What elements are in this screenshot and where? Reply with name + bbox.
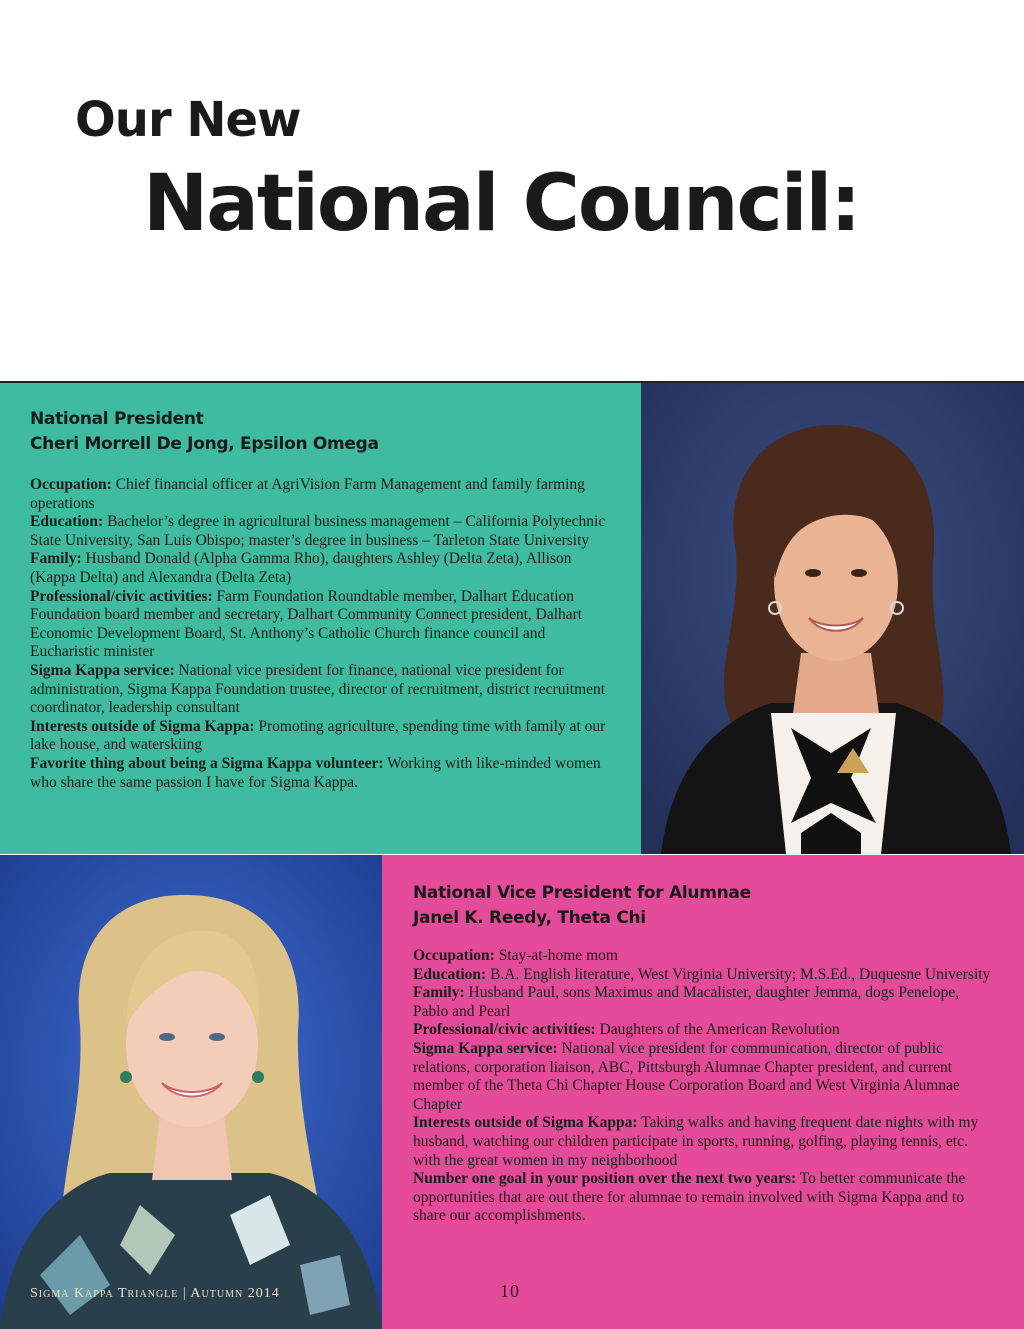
publication-footer: Sigma Kappa Triangle | Autumn 2014 xyxy=(30,1286,280,1301)
president-role: National President xyxy=(30,409,204,429)
detail-item xyxy=(30,476,610,513)
president-photo xyxy=(641,383,1024,854)
detail-text: Stay-at-home mom xyxy=(494,947,618,964)
detail-label: Favorite thing about being a Sigma Kappa volunteer: xyxy=(30,754,384,772)
detail-text: Taking walks and having frequent date nights with my husband, watching our children participate in sports, running, golfing, playing tennis, etc. with the great women in my neighborhood xyxy=(413,1114,979,1169)
detail-item xyxy=(30,513,610,550)
title-line-2: National Council: xyxy=(143,159,860,249)
detail-item xyxy=(413,1170,996,1226)
detail-text: B.A. English literature, West Virginia University; M.S.Ed., Duquesne University xyxy=(486,965,991,983)
title-line-1: Our New xyxy=(75,92,301,148)
vp-alumnae-photo xyxy=(0,855,382,1329)
detail-text: To better communicate the opportunities that are out there for alumnae to remain involved with Sigma Kappa and to share our accomplishments. xyxy=(413,1170,966,1225)
vp-alumnae-heading xyxy=(413,881,751,931)
detail-label: Occupation: xyxy=(30,476,112,493)
portrait-illustration-2 xyxy=(0,855,382,1329)
detail-item xyxy=(30,718,610,755)
detail-label: Professional/civic activities: xyxy=(413,1021,596,1039)
detail-label: Sigma Kappa service: xyxy=(30,661,175,679)
detail-item xyxy=(30,755,610,792)
detail-text: National vice president for finance, national vice president for administration, Sigma Kappa Foundation trustee, director of recruitment, district recruitment coordinator, leadership consultant xyxy=(30,661,606,717)
detail-text: Husband Donald (Alpha Gamma Rho), daughters Ashley (Delta Zeta), Allison (Kappa Delta) and Alexandra (Delta Zeta) xyxy=(30,550,572,586)
detail-item xyxy=(413,984,996,1021)
detail-text: Bachelor’s degree in agricultural business management – California Polytechnic State University, San Luis Obispo; master’s degree in business – Tarleton State University xyxy=(30,513,606,549)
detail-item xyxy=(413,1114,996,1170)
detail-label: Interests outside of Sigma Kappa: xyxy=(413,1114,638,1132)
detail-label: Education: xyxy=(30,513,104,531)
detail-label: Professional/civic activities: xyxy=(30,587,213,605)
vp-alumnae-role: National Vice President for Alumnae xyxy=(413,883,751,903)
president-details xyxy=(30,476,610,792)
vp-alumnae-name: Janel K. Reedy, Theta Chi xyxy=(413,908,646,928)
detail-item xyxy=(413,947,996,966)
detail-text: Farm Foundation Roundtable member, Dalhart Education Foundation board member and secretary, Dalhart Community Connect president, Dalhart Economic Development Board, St. Anthony’s Catholic Church finance council and Eucharistic minister xyxy=(30,587,583,661)
detail-text: Working with like-minded women who share the same passion I have for Sigma Kappa. xyxy=(30,754,601,791)
detail-text: Promoting agriculture, spending time with family at our lake house, and waterskiing xyxy=(30,717,606,754)
detail-item xyxy=(30,662,610,718)
detail-text: Chief financial officer at AgriVision Farm Management and family farming operations xyxy=(30,476,585,512)
detail-label: Number one goal in your position over the next two years: xyxy=(413,1170,797,1188)
detail-item xyxy=(413,966,996,985)
detail-label: Family: xyxy=(30,550,82,568)
page-number: 10 xyxy=(500,1281,520,1301)
detail-text: Daughters of the American Revolution xyxy=(595,1021,840,1039)
detail-label: Family: xyxy=(413,984,465,1002)
detail-label: Education: xyxy=(413,965,487,983)
vp-alumnae-details xyxy=(413,947,996,1226)
detail-item xyxy=(413,1021,996,1040)
detail-item xyxy=(30,588,610,662)
detail-text: National vice president for communication, director of public relations, corporation liaison, ABC, Pittsburgh Alumnae Chapter president, and current member of the Theta Chi Chapter House Corporation Board and West Virginia Alumnae Chapter xyxy=(413,1039,960,1113)
detail-label: Sigma Kappa service: xyxy=(413,1039,558,1057)
detail-text: Husband Paul, sons Maximus and Macalister, daughter Jemma, dogs Penelope, Pablo and Pearl xyxy=(413,984,960,1020)
president-heading xyxy=(30,407,379,457)
portrait-illustration-1 xyxy=(641,383,1024,854)
detail-label: Interests outside of Sigma Kappa: xyxy=(30,717,255,735)
detail-item xyxy=(30,550,610,587)
president-name: Cheri Morrell De Jong, Epsilon Omega xyxy=(30,434,379,454)
detail-label: Occupation: xyxy=(413,947,495,964)
detail-item xyxy=(413,1040,996,1114)
